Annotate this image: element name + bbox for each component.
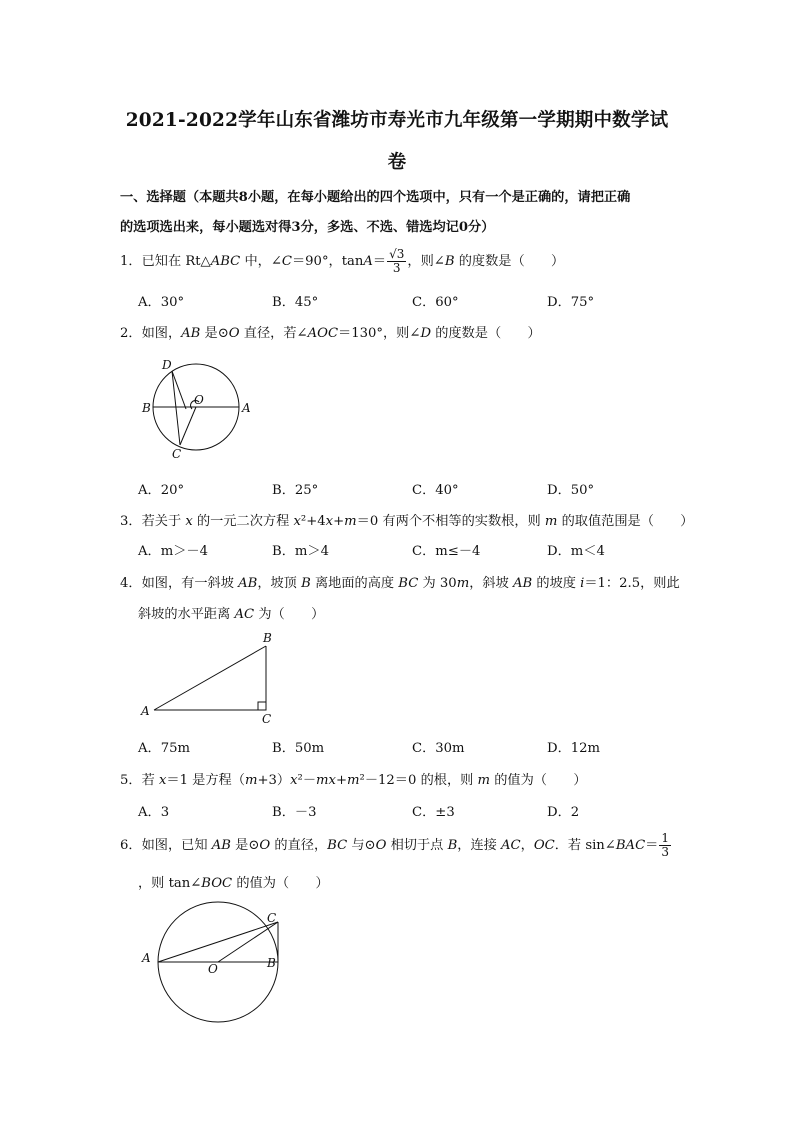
q5-option-d: D．2 xyxy=(547,805,580,820)
label-b: B xyxy=(263,631,272,645)
question-6-stem-line2: ，则 tan∠BOC 的值为（ ） xyxy=(138,876,329,891)
q3-option-c: C．m≤－4 xyxy=(412,544,481,559)
q2-option-a: A．20° xyxy=(138,483,185,498)
question-4-stem-line2: 斜坡的水平距离 AC 为（ ） xyxy=(138,607,325,622)
q3-option-b: B．m＞4 xyxy=(272,544,329,559)
page-title-line1: 2021-2022学年山东省潍坊市寿光市九年级第一学期期中数学试 xyxy=(125,110,669,131)
q4-option-a: A．75m xyxy=(138,741,190,756)
q3-option-d: D．m＜4 xyxy=(547,544,605,559)
q5-option-c: C．±3 xyxy=(412,805,455,820)
label-a: A xyxy=(142,951,151,965)
question-4-stem-line1: 4．如图，有一斜坡 AB，坡顶 B 离地面的高度 BC 为 30m，斜坡 AB 的坡度 i＝1：2.5，则此 xyxy=(120,576,680,591)
question-2-stem: 2．如图，AB 是⊙O 直径，若∠AOC＝130°，则∠D 的度数是（ ） xyxy=(120,326,541,341)
q4-slope-figure xyxy=(136,628,286,728)
section-heading-line1: 一、选择题（本题共8小题，在每小题给出的四个选项中，只有一个是正确的，请把正确 xyxy=(120,190,631,205)
q6-circle-figure xyxy=(136,900,286,1042)
q5-option-a: A．3 xyxy=(138,805,170,820)
label-a: A xyxy=(141,704,150,718)
label-a: A xyxy=(242,401,251,415)
page-title-line2: 卷 xyxy=(387,152,407,173)
label-b: B xyxy=(267,956,276,970)
q2-circle-figure xyxy=(136,354,256,464)
question-6-stem-line1: 6．如图，已知 AB 是⊙O 的直径，BC 与⊙O 相切于点 B，连接 AC，OC．若 sin∠BAC＝ $\frac{1}{3}$ xyxy=(120,831,669,859)
q1-option-d: D．75° xyxy=(547,295,595,310)
q3-option-a: A．m＞－4 xyxy=(138,544,208,559)
label-b: B xyxy=(142,401,151,415)
label-o: O xyxy=(194,393,204,407)
q2-option-d: D．50° xyxy=(547,483,595,498)
q4-option-d: D．12m xyxy=(547,741,601,756)
fraction: $\frac{1}{3}$ xyxy=(661,831,669,859)
q4-option-b: B．50m xyxy=(272,741,325,756)
label-c: C xyxy=(262,712,272,726)
question-1-stem: 1．已知在 Rt△ABC 中，∠C＝90°，tanA＝ $\frac{√3}{3}$ ，则∠B 的度数是（ ） xyxy=(120,247,565,275)
question-5-stem: 5．若 x＝1 是方程（m+3）x²－mx+m²－12＝0 的根，则 m 的值为（ ） xyxy=(120,773,587,788)
q1-option-a: A．30° xyxy=(138,295,185,310)
question-3-stem: 3．若关于 x 的一元二次方程 x²+4x+m＝0 有两个不相等的实数根，则 m 的取值范围是（ ） xyxy=(120,514,694,529)
label-c: C xyxy=(172,447,182,461)
q4-option-c: C．30m xyxy=(412,741,465,756)
label-d: D xyxy=(162,358,172,372)
q2-option-c: C．40° xyxy=(412,483,459,498)
section-heading-line2: 的选项选出来，每小题选对得3分，多选、不选、错选均记0分） xyxy=(120,220,495,235)
label-o: O xyxy=(208,962,218,976)
q5-option-b: B．－3 xyxy=(272,805,317,820)
fraction: $\frac{√3}{3}$ xyxy=(389,247,405,275)
q1-option-c: C．60° xyxy=(412,295,459,310)
label-c: C xyxy=(267,911,277,925)
q2-option-b: B．25° xyxy=(272,483,319,498)
q1-option-b: B．45° xyxy=(272,295,319,310)
